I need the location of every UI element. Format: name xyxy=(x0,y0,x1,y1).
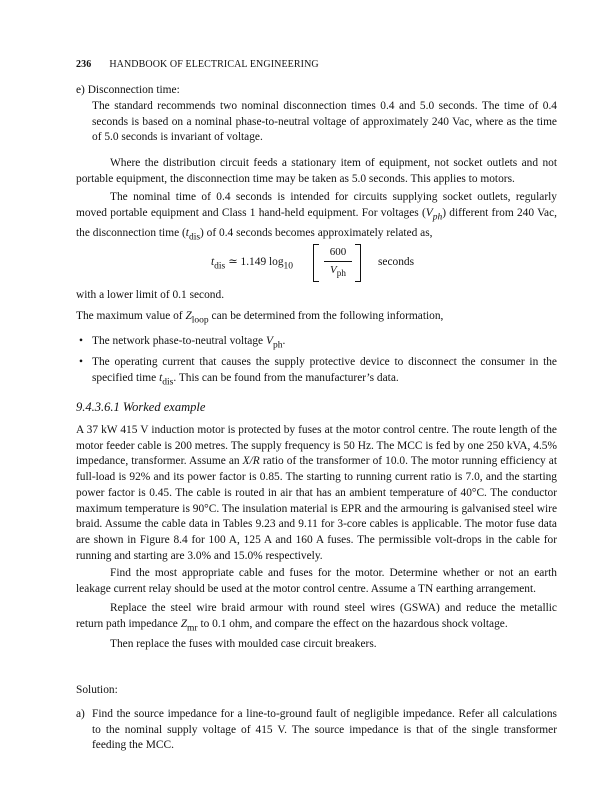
running-title: HANDBOOK OF ELECTRICAL ENGINEERING xyxy=(109,59,319,70)
bullet-icon: • xyxy=(79,335,83,347)
paragraph-replace: Replace the steel wire braid armour with round steel wires (GSWA) and reduce the metallic return path impedance $Z_{mr}$ to 0.1 ohm, and compare the effect on the hazardous shock voltage. xyxy=(76,602,557,633)
paragraph-nominal-time: The nominal time of 0.4 seconds is intended for circuits supplying socket outlets, regularly moved portable equipment and Class 1 hand-held equipment. For voltages $(V_{ph})$ different from 240 Vac, the disconnection time $(t_{dis})$ of 0.4 seconds becomes approximately related as, xyxy=(76,191,557,242)
item-a-label: a) xyxy=(76,708,85,720)
disconnection-time-formula xyxy=(0,244,615,284)
item-a-text: Find the source impedance for a line-to-ground fault of negligible impedance. Refer all calculations to the nominal supply voltage of 415 V. The source impedance is that of the single transformer feeding the MCC. xyxy=(92,708,557,752)
paragraph-distribution: Where the distribution circuit feeds a stationary item of equipment, not socket outlets and not portable equipment, the disconnection time may be taken as 5.0 seconds. This applies to motors. xyxy=(76,157,557,185)
paragraph-then: Then replace the fuses with moulded case circuit breakers. xyxy=(110,638,377,650)
right-bracket xyxy=(355,244,361,282)
item-e-label: e) Disconnection time: xyxy=(76,84,180,96)
paragraph-worked-example: A 37 kW 415 V induction motor is protected by fuses at the motor control centre. The route length of the motor feeder cable is 200 metres. The supply frequency is 50 Hz. The MCC is fed by one 250 kVA, 4.5% impedance, transformer. Assume an X/R ratio of the transformer of 10.0. The motor running efficiency at full-load is 92% and its power factor is 0.85. The starting to running current ratio is 7.0, and the starting power factor is 0.45. The cable is routed in air that has an ambient temperature of 40°C. The conductor maximum temperature is 90°C. The insulation material is EPR and the armouring is galvanised steel wire braid. Assume the cable data in Tables 9.23 and 9.11 for 3-core cables is applicable. The motor fuse data are shown in Figure 8.4 for 100 A, 125 A and 160 A fuses. The permissible volt-drops in the cable for running and starting are 3.0% and 15.0% respectively. xyxy=(76,424,557,562)
formula-fraction xyxy=(318,245,358,281)
item-e-text: The standard recommends two nominal disconnection times 0.4 and 5.0 seconds. The time of 0.4 seconds is based on a nominal phase-to-neutral voltage of approximately 240 Vac, where as the time of 5.0 seconds is invariant of voltage. xyxy=(92,100,557,144)
fraction-bar xyxy=(324,261,352,262)
formula-numerator: 600 xyxy=(329,246,347,258)
solution-label: Solution: xyxy=(76,684,118,696)
running-header xyxy=(76,57,319,73)
formula-denominator: $V_{ph}$ xyxy=(330,264,346,279)
list-item xyxy=(76,355,557,391)
paragraph-lower-limit: with a lower limit of 0.1 second. xyxy=(76,289,225,301)
paragraph-find: Find the most appropriate cable and fuses for the motor. Determine whether or not an earth leakage current relay should be used at the motor control centre. Assume a TN earthing arrangement. xyxy=(76,567,557,595)
bullet-text: The network phase-to-neutral voltage $V_{ph}$. xyxy=(92,335,286,351)
formula-unit: seconds xyxy=(378,256,415,268)
formula-lhs: $t_{dis}$ ≃ 1.149 $\log_{10}$ xyxy=(211,256,294,272)
paragraph-zloop: The maximum value of $Z_{loop}$ can be determined from the following information, xyxy=(76,310,444,326)
section-heading: 9.4.3.6.1 Worked example xyxy=(76,400,206,414)
bullet-icon: • xyxy=(79,356,83,368)
list-item xyxy=(76,334,557,354)
page-number: 236 xyxy=(76,59,92,70)
bullet-text: The operating current that causes the supply protective device to disconnect the consumer in the specified time $t_{dis}$. This can be found from the manufacturer’s data. xyxy=(92,356,557,387)
